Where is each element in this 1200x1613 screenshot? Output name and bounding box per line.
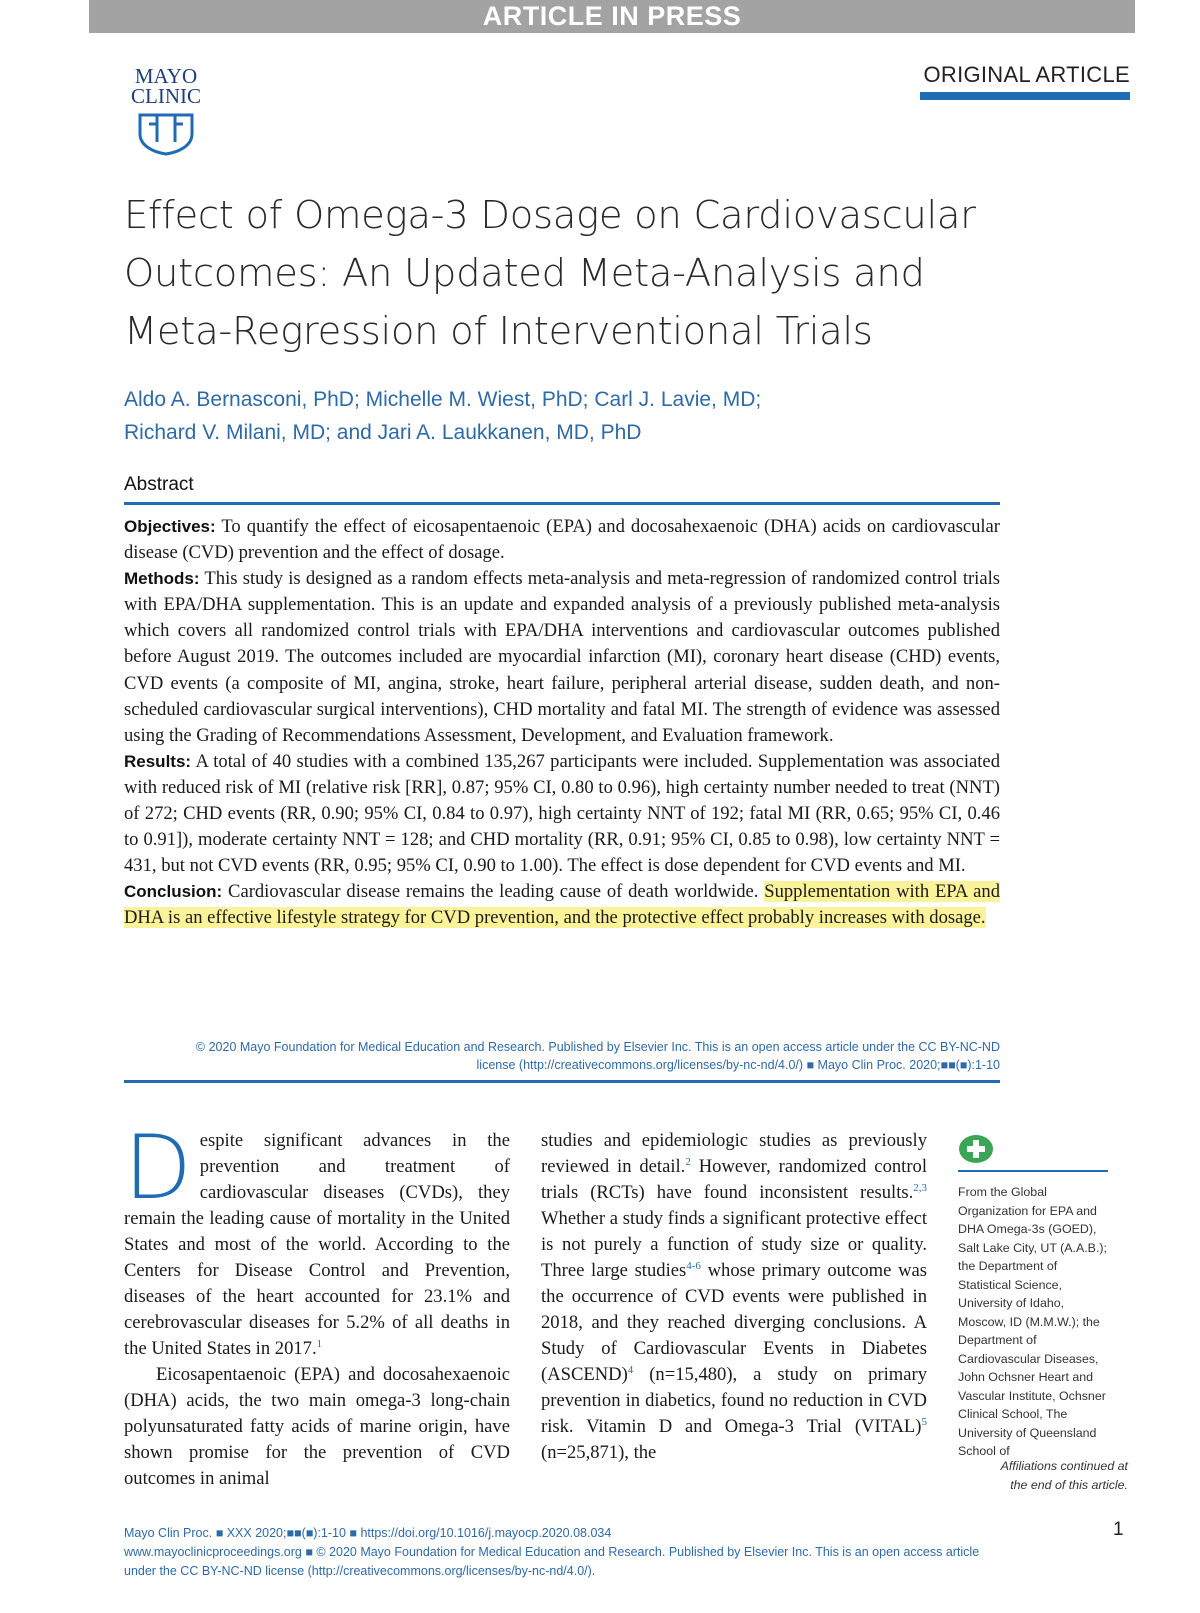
footer-citation-doi[interactable]: Mayo Clin Proc. ■ XXX 2020;■■(■):1-10 ■ https://doi.org/10.1016/j.mayocp.2020.08.034 [124, 1526, 612, 1540]
reference-link[interactable]: 2 [685, 1155, 691, 1168]
sidebar-rule [958, 1170, 1108, 1172]
article-title [124, 187, 1074, 361]
logo-text-line2: CLINIC [131, 84, 201, 108]
text-run: (n=25,871), the [541, 1442, 657, 1463]
footer-website-copyright[interactable]: www.mayoclinicproceedings.org ■ © 2020 Mayo Foundation for Medical Education and Research. Published by Elsevier Inc. This is an open access article [124, 1545, 980, 1559]
abstract-copyright [124, 1038, 1000, 1074]
omega3-paragraph: Eicosapentaenoic (EPA) and docosahexaenoic (DHA) acids, the two main omega-3 long-chain polyunsaturated fatty acids of marine origin, have shown promise for the prevention of CVD outcomes in animal [124, 1364, 510, 1489]
reference-link[interactable]: 4 [627, 1363, 634, 1376]
copyright-line: © 2020 Mayo Foundation for Medical Education and Research. Published by Elsevier Inc. This is an open access article under the CC BY-NC-ND [195, 1040, 1000, 1054]
article-in-press-banner: ARTICLE IN PRESS [89, 0, 1135, 33]
copyright-license-link[interactable]: license (http://creativecommons.org/licenses/by-nc-nd/4.0/) ■ Mayo Clin Proc. 2020;■■(■):1-10 [476, 1058, 1000, 1072]
abstract-methods [124, 566, 1000, 749]
conclusion-highlight: Supplementation with EPA and DHA is an effective lifestyle strategy for CVD prevention, and the protective effect probably increases with dosage. [124, 881, 1001, 929]
continued-line: the end of this article. [1010, 1477, 1128, 1492]
objectives-text: To quantify the effect of eicosapentaenoic (EPA) and docosahexaenoic (DHA) acids on cardiovascular disease (CVD) prevention and the effect of dosage. [124, 516, 1000, 564]
abstract-top-rule [124, 502, 1000, 505]
mayo-shield-icon [137, 112, 195, 156]
text-run: However, randomized control trials (RCTs) have found inconsistent results. [541, 1156, 927, 1203]
reference-link[interactable]: 4-6 [686, 1259, 701, 1272]
abstract-bottom-rule [124, 1080, 1000, 1083]
footer-license[interactable]: under the CC BY-NC-ND license (http://creativecommons.org/licenses/by-nc-nd/4.0/). [124, 1564, 596, 1578]
text-run: whose primary outcome was the occurrence of CVD events were published in 2018, and they reached diverging conclusions. A Study of Cardiovascular Events in Diabetes (ASCEND) [541, 1260, 928, 1385]
affiliations-continued-note [958, 1457, 1128, 1494]
title-line: Meta-Regression of Interventional Trials [124, 309, 873, 354]
intro-text: espite significant advances in the prevention and treatment of cardiovascular diseases (CVDs), they remain the leading cause of mortality in the United States and most of the world. According to the Centers for Disease Control and Prevention, diseases of the heart accounted for 23.1% and cerebrovascular diseases for 5.2% of all deaths in the United States in 2017. [124, 1130, 510, 1359]
abstract-body [124, 514, 1000, 932]
page-number: 1 [1113, 1519, 1124, 1540]
trials-paragraph [541, 1128, 927, 1466]
abstract-objectives [124, 514, 1000, 566]
authors-line[interactable]: Richard V. Milani, MD; and Jari A. Laukkanen, MD, PhD [124, 421, 642, 444]
title-line: Effect of Omega-3 Dosage on Cardiovascular [124, 193, 976, 238]
methods-text: This study is designed as a random effects meta-analysis and meta-regression of randomized control trials with EPA/DHA supplementation. This is an update and expanded analysis of a previously published meta-analysis which covers all randomized control trials with EPA/DHA interventions and cardiovascular outcomes published before August 2019. The outcomes included are myocardial infarction (MI), coronary heart disease (CHD) events, CVD events (a composite of MI, angina, stroke, heart failure, peripheral arterial disease, sudden death, and non-scheduled cardiovascular surgical interventions), CHD mortality and fatal MI. The strength of evidence was assessed using the Grading of Recommendations Assessment, Development, and Evaluation framework. [124, 568, 1000, 746]
objectives-label: Objectives: [124, 517, 216, 536]
logo-text-line1: MAYO [134, 64, 198, 88]
conclusion-label: Conclusion: [124, 882, 223, 902]
body-column-1 [124, 1116, 510, 1492]
body-column-2 [541, 1128, 927, 1466]
section-label-bar [920, 92, 1130, 100]
crossmark-icon[interactable] [958, 1134, 994, 1164]
intro-paragraph [124, 1116, 510, 1362]
reference-link[interactable]: 1 [316, 1337, 323, 1350]
page-footer [124, 1524, 1084, 1581]
affiliation-note: From the Global Organization for EPA and DHA Omega-3s (GOED), Salt Lake City, UT (A.A.B.); the Department of Statistical Science, University of Idaho, Moscow, ID (M.M.W.); the Department of Cardiovascular Diseases, John Ochsner Heart and Vascular Institute, Ochsner Clinical School, The University of Queensland School of [958, 1185, 1107, 1458]
drop-cap: D [124, 1116, 192, 1219]
section-label: ORIGINAL ARTICLE [923, 62, 1130, 87]
text-run: studies and epidemiologic studies as previously reviewed in detail. [541, 1130, 927, 1177]
text-run: Whether a study finds a significant protective effect is not purely a function of study size or quality. Three large studies [541, 1208, 927, 1281]
reference-link[interactable]: 5 [921, 1415, 927, 1428]
results-text: A total of 40 studies with a combined 135,267 participants were included. Supplementation was associated with reduced risk of MI (relative risk [RR], 0.87; 95% CI, 0.80 to 0.96), high certainty number needed to treat (NNT) of 272; CHD events (RR, 0.90; 95% CI, 0.84 to 0.97), high certainty NNT of 192; fatal MI (RR, 0.65; 95% CI, 0.46 to 0.91]), moderate certainty NNT = 128; and CHD mortality (RR, 0.91; 95% CI, 0.85 to 0.98), low certainty NNT = 431, but not CVD events (RR, 0.95; 95% CI, 0.90 to 1.00). The effect is dose dependent for CVD events and MI. [124, 750, 1000, 877]
conclusion-text: Cardiovascular disease remains the leading cause of death worldwide. [222, 881, 765, 903]
continued-line: Affiliations continued at [1000, 1459, 1128, 1473]
author-list [124, 383, 1074, 449]
title-line: Outcomes: An Updated Meta-Analysis and [124, 251, 925, 296]
authors-line[interactable]: Aldo A. Bernasconi, PhD; Michelle M. Wiest, PhD; Carl J. Lavie, MD; [124, 388, 762, 411]
results-label: Results: [124, 751, 192, 771]
mayo-clinic-logo [124, 66, 208, 156]
text-run: (n=15,480), a study on primary prevention in diabetics, found no reduction in CVD risk. Vitamin D and Omega-3 Trial (VITAL) [541, 1364, 927, 1437]
abstract-results [124, 749, 1000, 879]
reference-link[interactable]: 2,3 [913, 1181, 927, 1194]
abstract-heading: Abstract [124, 474, 194, 495]
abstract-conclusion [124, 879, 1000, 931]
methods-label: Methods: [124, 569, 200, 589]
